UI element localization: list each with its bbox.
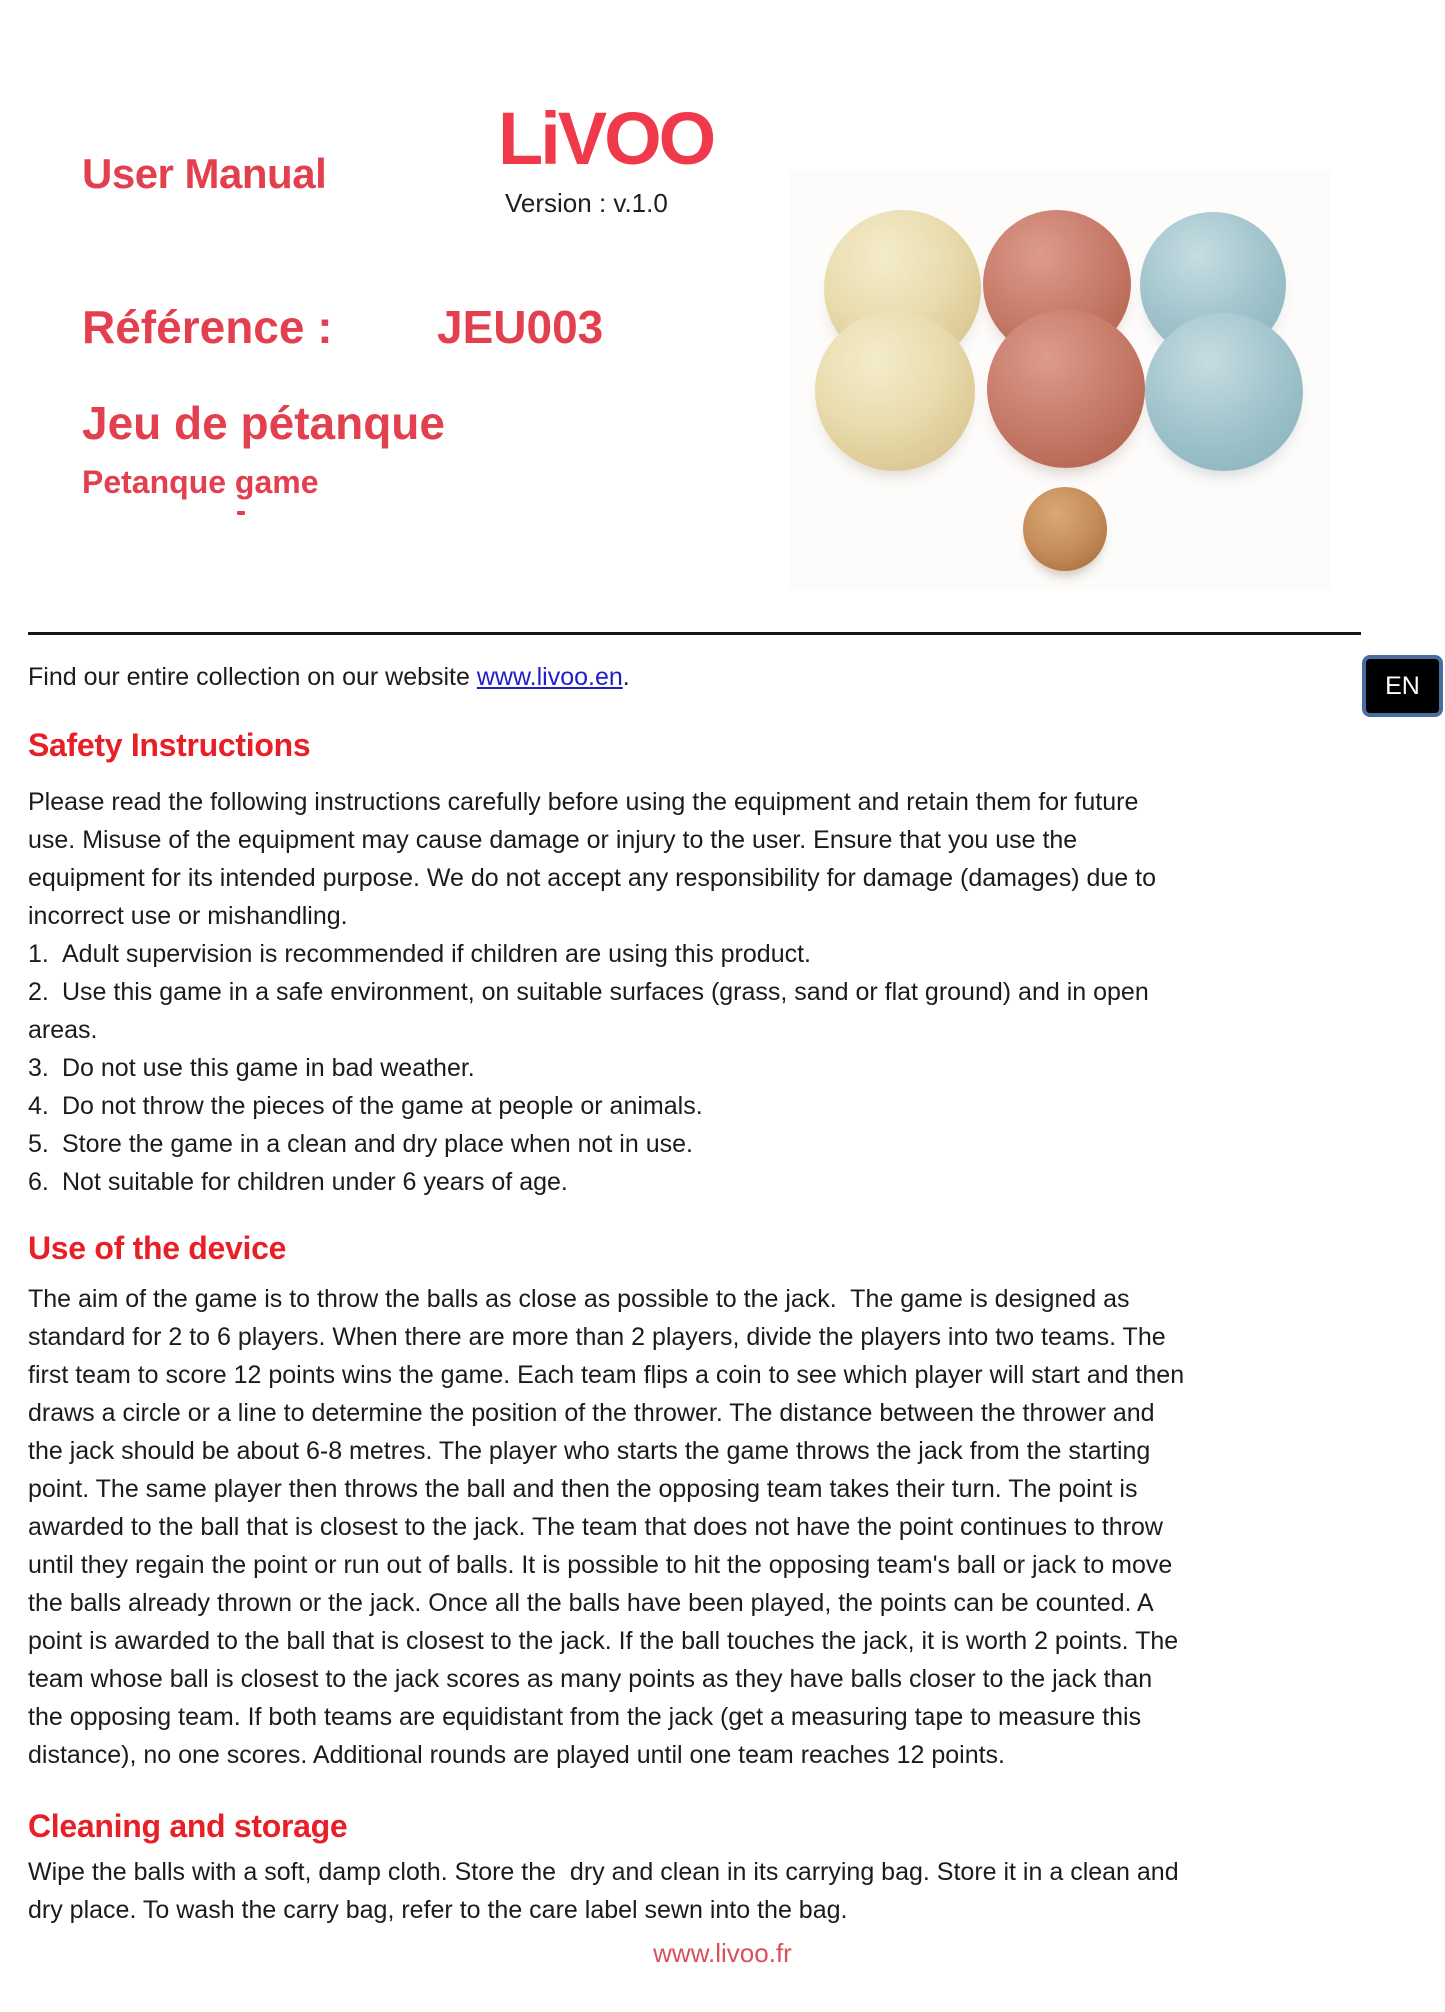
paragraph-line: equipment for its intended purpose. We do not accept any responsibility for damage (damages) due to xyxy=(28,864,1156,892)
paragraph-line: distance), no one scores. Additional rounds are played until one team reaches 12 points. xyxy=(28,1741,1006,1769)
clipped-text-fragment xyxy=(237,511,245,515)
website-link[interactable]: www.livoo.en xyxy=(476,663,623,691)
paragraph-line: first team to score 12 points wins the game. Each team flips a coin to see which player will start and then xyxy=(28,1361,1185,1389)
list-item xyxy=(28,1011,1428,1049)
petanque-ball-blue-bottom xyxy=(1145,313,1303,471)
paragraph-line: point is awarded to the ball that is closest to the jack. If the ball touches the jack, it is worth 2 points. The xyxy=(28,1627,1179,1655)
list-item xyxy=(28,1125,1428,1163)
intro-line xyxy=(28,663,630,692)
paragraph-line: point. The same player then throws the ball and then the opposing team takes their turn. The point is xyxy=(28,1475,1138,1503)
product-title-english: Petanque game xyxy=(82,464,319,500)
paragraph-line: team whose ball is closest to the jack scores as many points as they have balls closer to the jack than xyxy=(28,1665,1153,1693)
paragraph-line: The aim of the game is to throw the balls as close as possible to the jack. The game is designed as xyxy=(28,1285,1130,1313)
language-badge-label: EN xyxy=(1385,671,1420,700)
product-photo xyxy=(790,170,1330,590)
reference-value: JEU003 xyxy=(437,301,604,353)
petanque-ball-coral-bottom xyxy=(987,310,1145,468)
section-title-use: Use of the device xyxy=(28,1230,287,1266)
paragraph-line: Wipe the balls with a soft, damp cloth. Store the dry and clean in its carrying bag. Store it in a clean and xyxy=(28,1858,1179,1886)
section-title-cleaning: Cleaning and storage xyxy=(28,1808,348,1844)
petanque-ball-cream-bottom xyxy=(815,311,975,471)
list-item-text: Do not throw the pieces of the game at people or animals. xyxy=(62,1092,703,1120)
intro-text: Find our entire collection on our website xyxy=(28,663,477,691)
list-item-text: Store the game in a clean and dry place when not in use. xyxy=(62,1130,693,1158)
safety-numbered-list xyxy=(28,935,1428,1201)
product-title-french: Jeu de pétanque xyxy=(82,397,445,449)
safety-paragraph xyxy=(28,783,1428,935)
list-item-text: Not suitable for children under 6 years of age. xyxy=(62,1168,568,1196)
paragraph-line: incorrect use or mishandling. xyxy=(28,902,348,930)
paragraph-line: the balls already thrown or the jack. Once all the balls have been played, the points can be counted. A xyxy=(28,1589,1154,1617)
list-item xyxy=(28,1087,1428,1125)
version-label: Version : v.1.0 xyxy=(505,188,668,218)
list-number: 3. xyxy=(28,1054,49,1082)
cleaning-paragraph xyxy=(28,1853,1428,1929)
reference-label: Référence : xyxy=(82,301,333,353)
document-type-label: User Manual xyxy=(82,150,327,197)
list-number: 4. xyxy=(28,1092,49,1120)
livoo-logo: LiVOO xyxy=(498,97,714,180)
list-item-text: Use this game in a safe environment, on suitable surfaces (grass, sand or flat ground) and in open xyxy=(62,978,1149,1006)
list-item xyxy=(28,935,1428,973)
paragraph-line: use. Misuse of the equipment may cause damage or injury to the user. Ensure that you use the xyxy=(28,826,1078,854)
list-item-text: Do not use this game in bad weather. xyxy=(62,1054,475,1082)
list-number: 2. xyxy=(28,978,49,1006)
paragraph-line: until they regain the point or run out of balls. It is possible to hit the opposing team's ball or jack to move xyxy=(28,1551,1173,1579)
divider-line xyxy=(28,632,1361,635)
list-item-text: areas. xyxy=(28,1016,98,1044)
paragraph-line: standard for 2 to 6 players. When there are more than 2 players, divide the players into two teams. The xyxy=(28,1323,1166,1351)
footer-website-link[interactable]: www.livoo.fr xyxy=(653,1938,792,1968)
intro-period: . xyxy=(622,663,630,691)
paragraph-line: the opposing team. If both teams are equidistant from the jack (get a measuring tape to measure this xyxy=(28,1703,1142,1731)
paragraph-line: Please read the following instructions carefully before using the equipment and retain them for future xyxy=(28,788,1139,816)
paragraph-line: the jack should be about 6-8 metres. The player who starts the game throws the jack from the starting xyxy=(28,1437,1151,1465)
list-number: 5. xyxy=(28,1130,49,1158)
use-paragraph xyxy=(28,1280,1428,1774)
wooden-jack-ball xyxy=(1023,487,1107,571)
section-title-safety: Safety Instructions xyxy=(28,727,311,763)
list-number: 1. xyxy=(28,940,49,968)
paragraph-line: draws a circle or a line to determine the position of the thrower. The distance between the thrower and xyxy=(28,1399,1155,1427)
list-item xyxy=(28,1049,1428,1087)
list-number: 6. xyxy=(28,1168,49,1196)
list-item xyxy=(28,1163,1428,1201)
paragraph-line: awarded to the ball that is closest to the jack. The team that does not have the point continues to throw xyxy=(28,1513,1163,1541)
language-badge[interactable] xyxy=(1362,655,1443,717)
list-item-text: Adult supervision is recommended if children are using this product. xyxy=(62,940,811,968)
list-item xyxy=(28,973,1428,1011)
paragraph-line: dry place. To wash the carry bag, refer to the care label sewn into the bag. xyxy=(28,1896,848,1924)
